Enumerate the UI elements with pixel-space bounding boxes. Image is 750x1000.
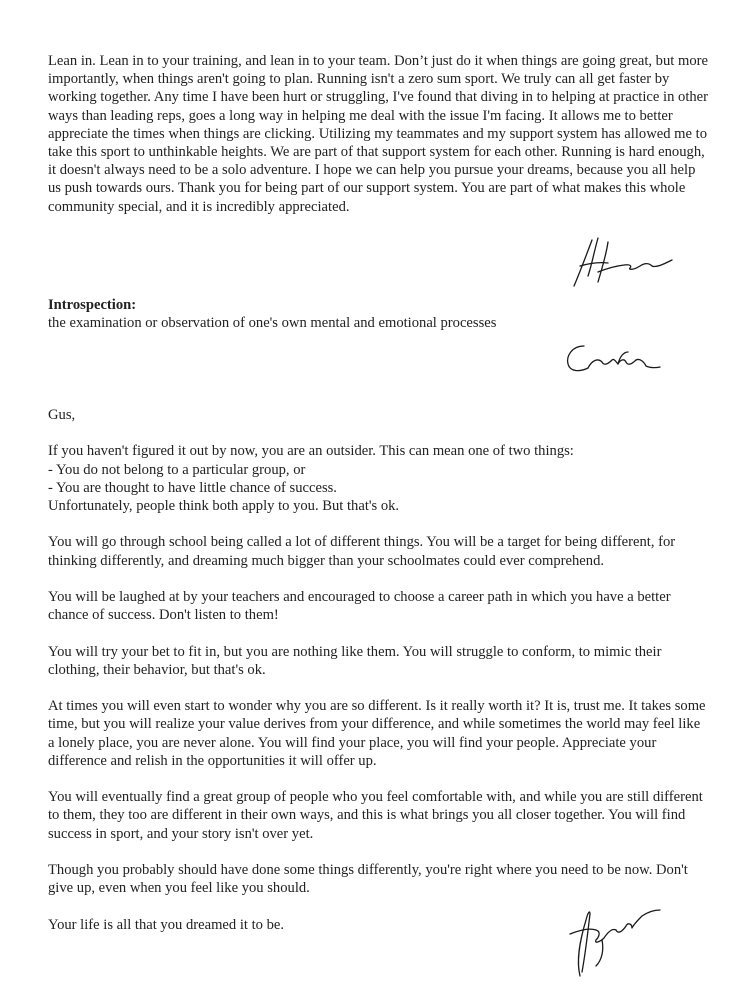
letter-salutation: Gus, bbox=[48, 407, 76, 423]
outsider-line: If you haven't figured it out by now, you are an outsider. This can mean one of two things: bbox=[48, 443, 574, 460]
intro-section bbox=[48, 52, 708, 216]
outsider-paragraph bbox=[48, 442, 708, 515]
signature-2-drawing bbox=[562, 338, 662, 378]
signature-3 bbox=[566, 900, 666, 980]
signature-1-drawing bbox=[568, 232, 680, 290]
letter-section bbox=[48, 406, 708, 952]
letter-paragraph: You will eventually find a great group of people who you feel comfortable with, and while you are still different to them, they too are different in their own ways, and this is what brings you all closer together. You will find success in sport, and your story isn't over yet. bbox=[48, 789, 703, 842]
intro-paragraph: Lean in. Lean in to your training, and lean in to your team. Don’t just do it when things are going great, but more importantly, when things aren't going to plan. Running isn't a zero sum sport. We truly can all get faster by working together. Any time I have been hurt or struggling, I've found that diving in to helping at practice in other ways than leading reps, goes a long way in helping me deal with the issue I'm facing. It allows me to better appreciate the times when things are clicking. Utilizing my teammates and my support system has allowed me to take this sport to unthinkable heights. We are part of that support system for each other. Running is hard enough, it doesn't always need to be a solo adventure. I hope we can help you pursue your dreams, because you all help us push towards ours. Thank you for being part of our support system. You are part of what makes this whole community special, and it is incredibly appreciated. bbox=[48, 53, 709, 215]
letter-paragraph: Though you probably should have done some things differently, you're right where you need to be now. Don't give up, even when you feel like you should. bbox=[48, 861, 688, 897]
letter-paragraph: At times you will even start to wonder why you are so different. Is it really worth it? It is, trust me. It takes some time, but you will realize your value derives from your difference, and while sometimes the world may feel like a lonely place, you are never alone. You will find your place, you will find your people. Appreciate your difference and relish in the opportunities it will offer up. bbox=[48, 698, 706, 769]
introspection-term: Introspection: bbox=[48, 297, 137, 313]
introspection-definition: the examination or observation of one's own mental and emotional processes bbox=[48, 315, 497, 332]
outsider-line: - You do not belong to a particular group, or bbox=[48, 461, 306, 478]
letter-closing: Your life is all that you dreamed it to be. bbox=[48, 916, 285, 933]
signature-3-drawing bbox=[566, 900, 666, 980]
letter-paragraph: You will go through school being called a lot of different things. You will be a target for being different, for thinking differently, and dreaming much bigger than your schoolmates could ever comprehend. bbox=[48, 534, 676, 569]
outsider-line: Unfortunately, people think both apply to you. But that's ok. bbox=[48, 498, 400, 514]
letter-paragraph: You will try your bet to fit in, but you are nothing like them. You will struggle to conform, to mimic their clothing, their behavior, but that's ok. bbox=[48, 643, 662, 678]
outsider-line: - You are thought to have little chance of success. bbox=[48, 479, 337, 496]
introspection-section bbox=[48, 296, 708, 332]
letter-paragraph: You will be laughed at by your teachers and encouraged to choose a career path in which you have a better chance of success. Don't listen to them! bbox=[48, 588, 671, 624]
signature-1 bbox=[568, 232, 680, 290]
signature-2 bbox=[562, 338, 662, 378]
